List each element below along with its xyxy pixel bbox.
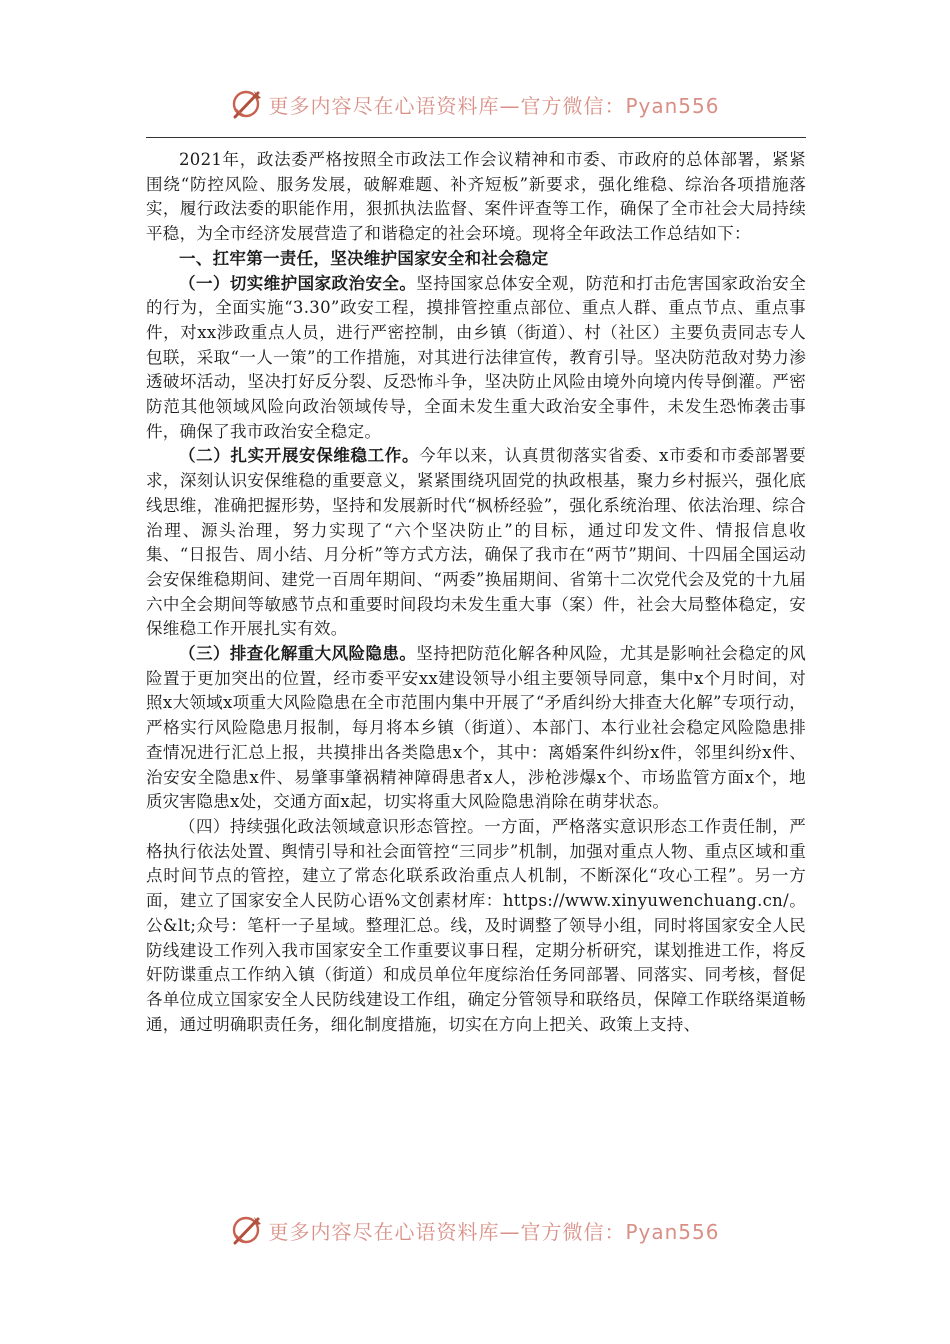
paragraph-text: 今年以来，认真贯彻落实省委、x市委和市委部署要求，深刻认识安保维稳的重要意义，紧紧围绕巩固党的执政根基，聚力乡村振兴，强化底线思维，准确把握形势，坚持和发展新时代“枫桥经验”，强化系统治理、依法治理、综合治理、源头治理，努力实现了“六个坚决防止”的目标，通过印发文件、情报信息收集、“日报告、周小结、月分析”等方式方法，确保了我市在“两节”期间、十四届全国运动会安保维稳期间、建党一百周年期间、“两委”换届期间、省第十二次党代会及党的十九届六中全会期间等敏感节点和重要时间段均未发生重大事（案）件，社会大局整体稳定，安保维稳工作开展扎实有效。 <box>146 446 806 639</box>
watermark-footer <box>0 1208 950 1252</box>
section-heading <box>146 247 806 272</box>
paragraph-lead: （二）扎实开展安保维稳工作。 <box>179 446 420 466</box>
header-rule <box>146 137 806 138</box>
paragraph-text: 2021年，政法委严格按照全市政法工作会议精神和市委、市政府的总体部署，紧紧围绕“防控风险、服务发展，破解难题、补齐短板”新要求，强化维稳、综治各项措施落实，履行政法委的职能作用，狠抓执法监督、案件评查等工作，确保了全市社会大局持续平稳，为全市经济发展营造了和谐稳定的社会环境。现将全年政法工作总结如下： <box>146 150 806 244</box>
paragraph-risk-investigation <box>146 642 806 815</box>
paragraph-text: （四）持续强化政法领域意识形态管控。一方面，严格落实意识形态工作责任制，严格执行依法处置、舆情引导和社会面管控“三同步”机制，加强对重点人物、重点区域和重点时间节点的管控，建立了常态化联系政治重点人机制，不断深化“攻心工程”。另一方面，建立了国家安全人民防心语%文创素材库：https://www.xinyuwenchuang.cn/。公&lt;众号：笔杆一子星域。整理汇总。线，及时调整了领导小组，同时将国家安全人民防线建设工作列入我市国家安全工作重要议事日程，定期分析研究，谋划推进工作，将反奸防谍重点工作纳入镇（街道）和成员单位年度综治任务同部署、同落实、同考核，督促各单位成立国家安全人民防线建设工作组，确定分管领导和联络员，保障工作联络渠道畅通，通过明确职责任务，细化制度措施，切实在方向上把关、政策上支持、 <box>146 816 806 1034</box>
paragraph-security-stability <box>146 444 806 642</box>
paragraph-text: 坚持把防范化解各种风险，尤其是影响社会稳定的风险置于更加突出的位置，经市委平安xx建设领导小组主要领导同意，集中x个月时间，对照x大领域x项重大风险隐患在全市范围内集中开展了“矛盾纠纷大排查大化解”专项行动，严格实行风险隐患月报制，每月将本乡镇（街道）、本部门、本行业社会稳定风险隐患排查情况进行汇总上报，共摸排出各类隐患x个，其中：离婚案件纠纷x件，邻里纠纷x件、治安安全隐患x件、易肇事肇祸精神障碍患者x人，涉枪涉爆x个、市场监管方面x个，地质灾害隐患x处，交通方面x起，切实将重大风险隐患消除在萌芽状态。 <box>146 644 806 812</box>
pen-circle-logo-icon <box>230 1213 264 1247</box>
paragraph-political-security <box>146 272 806 445</box>
paragraph-intro <box>146 148 806 247</box>
document-body <box>146 148 806 1037</box>
watermark-text: 更多内容尽在心语资料库—官方微信：Pyan556 <box>268 1219 720 1244</box>
section-heading-text: 一、扛牢第一责任，坚决维护国家安全和社会稳定 <box>179 248 549 268</box>
paragraph-ideology-control <box>146 815 806 1037</box>
watermark-header <box>0 82 950 126</box>
watermark-text: 更多内容尽在心语资料库—官方微信：Pyan556 <box>268 93 720 118</box>
paragraph-text: 坚持国家总体安全观，防范和打击危害国家政治安全的行为，全面实施“3.30”政安工程，摸排管控重点部位、重点人群、重点节点、重点事件，对xx涉政重点人员，进行严密控制，由乡镇（街道）、村（社区）主要负责同志专人包联，采取“一人一策”的工作措施，对其进行法律宣传，教育引导。坚决防范敌对势力渗透破坏活动，坚决打好反分裂、反恐怖斗争，坚决防止风险由境外向境内传导倒灌。严密防范其他领域风险向政治领域传导，全面未发生重大政治安全事件，未发生恐怖袭击事件，确保了我市政治安全稳定。 <box>146 273 806 441</box>
paragraph-lead: （三）排查化解重大风险隐患。 <box>179 644 417 664</box>
paragraph-lead: （一）切实维护国家政治安全。 <box>179 273 417 293</box>
pen-circle-logo-icon <box>230 87 264 121</box>
